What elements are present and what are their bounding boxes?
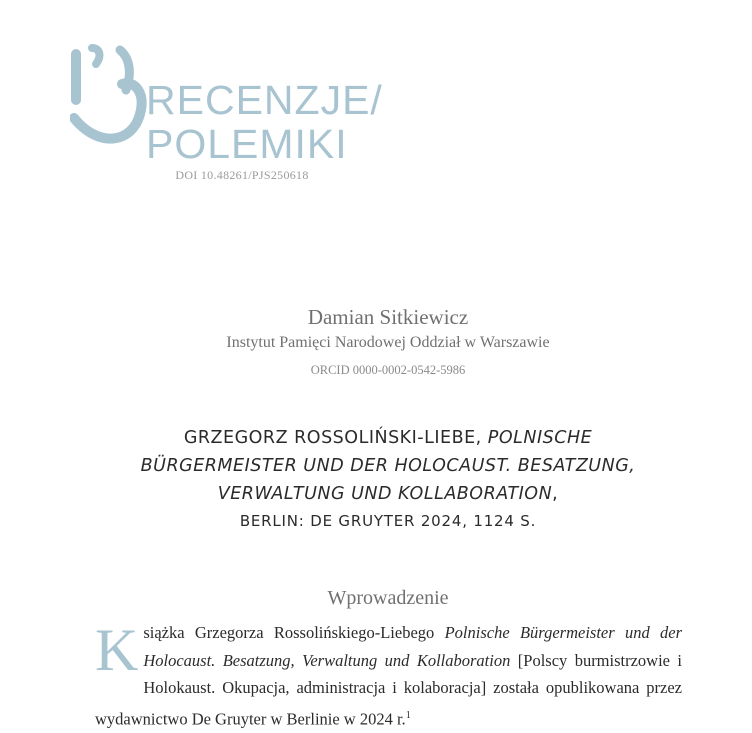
paragraph-book-title: Polnische Bürgermeister und der Holocaust. Besatzung, Verwaltung und Kollaboration xyxy=(143,623,682,670)
author-block xyxy=(0,304,752,379)
book-title-line-1 xyxy=(0,424,752,452)
paragraph-text-1: siążka Grzegorza Rossolińskiego-Liebego xyxy=(143,623,445,642)
reviewed-book-title xyxy=(0,424,752,534)
logo-text-polemiki: POLEMIKI xyxy=(146,121,348,167)
book-title-line-2 xyxy=(0,452,752,480)
footnote-marker[interactable]: 1 xyxy=(405,709,411,721)
book-author: GRZEGORZ ROSSOLIŃSKI-LIEBE, xyxy=(183,428,488,448)
book-title-line-3 xyxy=(0,480,752,508)
book-title-part-1: POLNISCHE xyxy=(487,428,593,448)
book-title-part-2: BÜRGERMEISTER UND DER HOLOCAUST. BESATZUNG, xyxy=(140,456,636,476)
book-publication: BERLIN: DE GRUYTER 2024, 1124 S. xyxy=(239,512,537,530)
doi-label: DOI 10.48261/PJS250618 xyxy=(175,168,309,182)
author-name: Damian Sitkiewicz xyxy=(307,305,469,329)
book-title-part-3: VERWALTUNG UND KOLLABORATION xyxy=(217,484,553,504)
body-paragraph xyxy=(95,619,682,733)
logo-text-recenzje: RECENZJE/ xyxy=(146,77,383,123)
book-title-comma: , xyxy=(552,484,559,504)
dropcap: K xyxy=(95,617,139,683)
author-affiliation: Instytut Pamięci Narodowej Oddział w Warszawie xyxy=(226,334,550,351)
paragraph-text-2: [Polscy burmistrzowie i Holokaust. Okupacja, administracja i kolaboracja] została opublikowana przez wydawnictwo De Gruyter w Berlinie w 2024 r. xyxy=(95,650,682,728)
author-orcid: ORCID 0000-0002-0542-5986 xyxy=(310,363,466,377)
section-heading: Wprowadzenie xyxy=(327,587,449,609)
journal-logo xyxy=(70,40,383,167)
